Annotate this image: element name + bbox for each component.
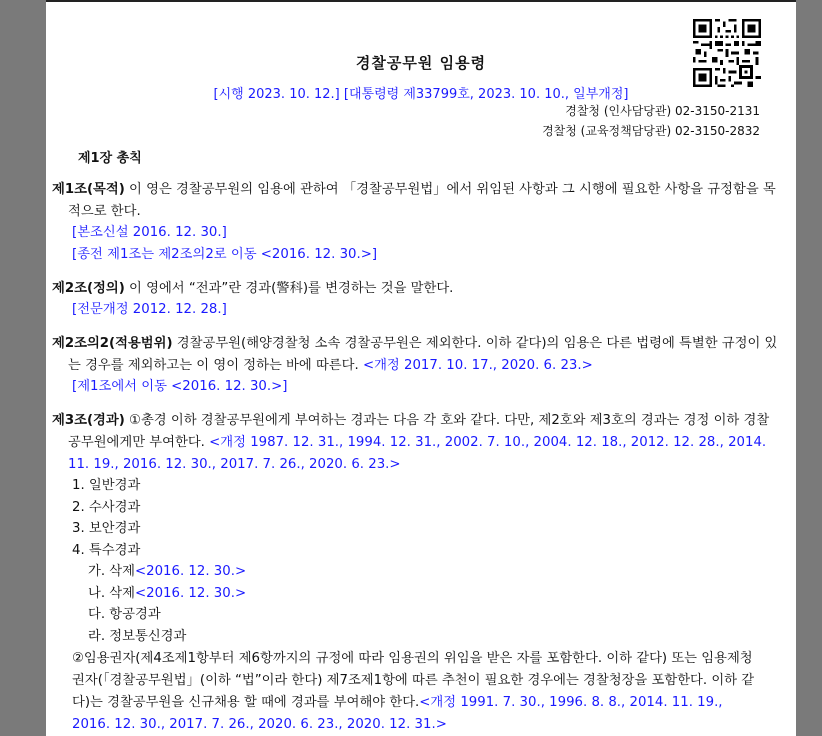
sub-item-a xyxy=(88,561,246,583)
article-3-body: ①총경 이하 경찰공무원에게 부여하는 경과는 다음 각 호와 같다. 다만, 제2호와 제3호의 경과는 경정 이하 경찰공무원에게만 부여한다. xyxy=(68,413,770,450)
list-item-1: 1. 일반경과 xyxy=(72,478,141,493)
article-2-2-note[interactable]: [제1조에서 이동 <2016. 12. 30.>] xyxy=(72,379,288,394)
article-3-paragraph-2-amendment[interactable]: <개정 1991. 7. 30., 1996. 8. 8., 2014. 11. 19., 2016. 12. 30., 2017. 7. 26., 2020. 6. 23., 2020. 12. 31.> xyxy=(72,695,723,732)
article-2-2 xyxy=(52,333,780,377)
sub-item-a-amendment[interactable]: <2016. 12. 30.> xyxy=(135,564,247,579)
dept-contact-2: 경찰청 (교육정책담당관) 02-3150-2832 xyxy=(542,124,760,138)
article-1-note-moved[interactable]: [종전 제1조는 제2조의2로 이동 <2016. 12. 30.>] xyxy=(72,247,378,262)
article-1-note-new[interactable]: [본조신설 2016. 12. 30.] xyxy=(72,225,227,240)
article-2-2-heading: 제2조의2(적용범위) xyxy=(52,336,173,351)
chapter-heading: 제1장 총칙 xyxy=(78,151,142,166)
article-3 xyxy=(52,410,780,476)
article-1-heading: 제1조(목적) xyxy=(52,182,125,197)
article-3-heading: 제3조(경과) xyxy=(52,413,125,428)
article-2 xyxy=(52,278,780,300)
sub-item-b-amendment[interactable]: <2016. 12. 30.> xyxy=(135,586,247,601)
article-2-note[interactable]: [전문개정 2012. 12. 28.] xyxy=(72,302,227,317)
article-2-heading: 제2조(정의) xyxy=(52,281,125,296)
list-item-4: 4. 특수경과 xyxy=(72,543,141,558)
sub-item-c: 다. 항공경과 xyxy=(88,607,161,622)
dept-contact-1: 경찰청 (인사담당관) 02-3150-2131 xyxy=(565,104,760,118)
document-page xyxy=(46,0,796,736)
article-2-body: 이 영에서 “전과”란 경과(警科)를 변경하는 것을 말한다. xyxy=(124,281,454,296)
sub-item-d: 라. 정보통신경과 xyxy=(88,629,187,644)
enforcement-info[interactable]: [시행 2023. 10. 12.] [대통령령 제33799호, 2023. 10. 10., 일부개정] xyxy=(213,87,629,102)
article-3-amendment[interactable]: <개정 1987. 12. 31., 1994. 12. 31., 2002. 7. 10., 2004. 12. 18., 2012. 12. 28., 2014. 11. 19., 2016. 12. 30., 2017. 7. 26., 2020. 6. 23.> xyxy=(68,435,767,472)
article-1-body: 이 영은 경찰공무원의 임용에 관하여 「경찰공무원법」에서 위임된 사항과 그 시행에 필요한 사항을 규정함을 목적으로 한다. xyxy=(68,182,776,219)
article-1 xyxy=(52,179,780,223)
sub-item-a-label: 가. 삭제 xyxy=(88,564,135,579)
document-title: 경찰공무원 임용령 xyxy=(355,54,487,72)
article-2-2-amendment[interactable]: <개정 2017. 10. 17., 2020. 6. 23.> xyxy=(362,358,593,373)
sub-item-b xyxy=(88,583,246,605)
article-2-2-body: 경찰공무원(해양경찰청 소속 경찰공무원은 제외한다. 이하 같다)의 임용은 다른 법령에 특별한 규정이 있는 경우를 제외하고는 이 영이 정하는 바에 따른다. xyxy=(68,336,778,373)
article-3-paragraph-2 xyxy=(72,648,764,736)
list-item-2: 2. 수사경과 xyxy=(72,500,141,515)
list-item-3: 3. 보안경과 xyxy=(72,521,141,536)
sub-item-b-label: 나. 삭제 xyxy=(88,586,135,601)
article-3-paragraph-2-body: ②임용권자(제4조제1항부터 제6항까지의 규정에 따라 임용권의 위임을 받은 자를 포함한다. 이하 같다) 또는 임용제청권자(「경찰공무원법」(이하 “법”이라 한다) 제7조제1항에 따른 추천이 필요한 경우에는 경찰청장을 포함한다. 이하 같다)는 경찰공무원을 신규채용 할 때에 경과를 부여해야 한다. xyxy=(72,651,755,710)
